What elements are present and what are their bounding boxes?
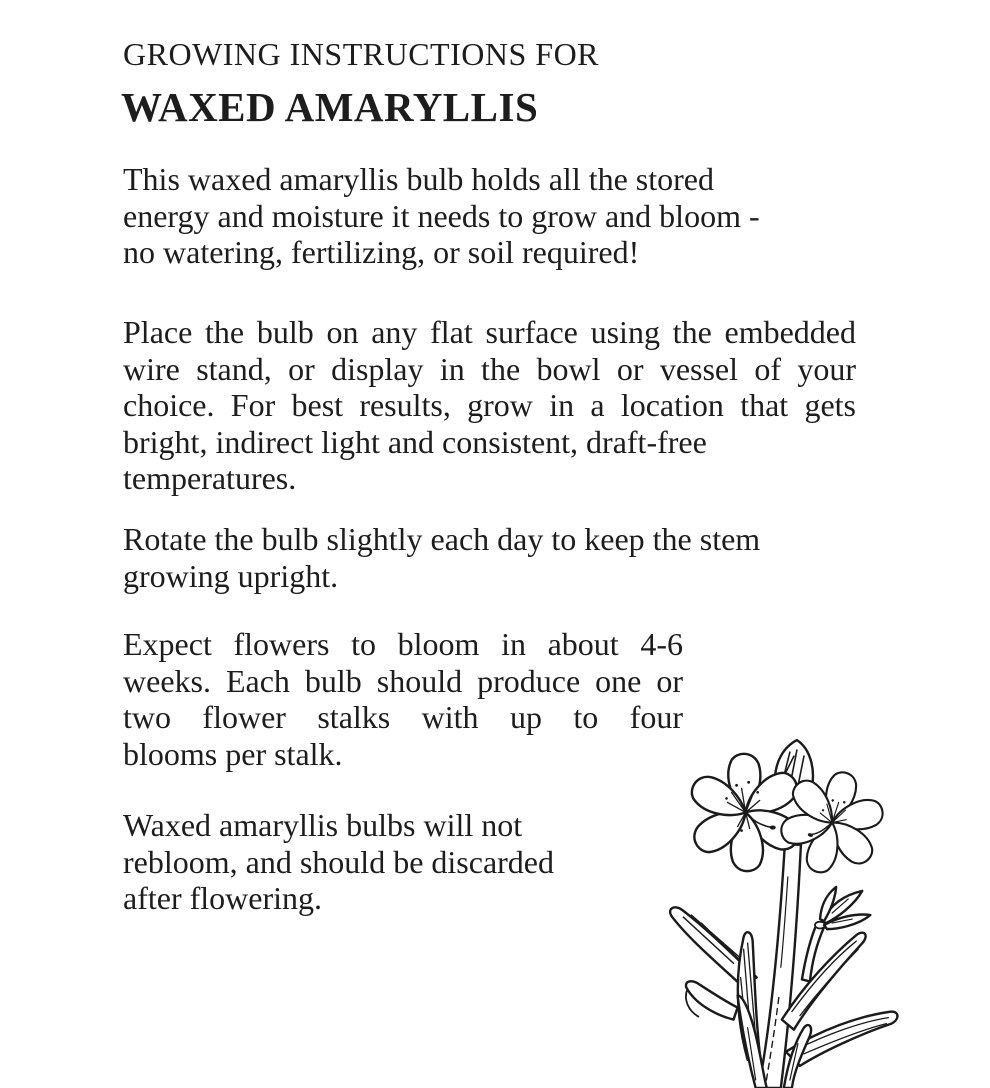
text-line: Place the bulb on any flat surface using the embedded (123, 314, 856, 350)
text-line: rebloom, and should be discarded (123, 843, 554, 880)
text-line: growing upright. (123, 557, 339, 594)
text-line: two flower stalks with up to four (123, 699, 683, 735)
text-line: weeks. Each bulb should produce one or (123, 662, 683, 699)
text-line: after flowering. (123, 880, 323, 916)
paragraph-placement (123, 314, 856, 497)
text-line: Rotate the bulb slightly each day to keep the stem (123, 521, 761, 557)
page-title: WAXED AMARYLLIS (121, 84, 539, 130)
paragraph-discard (123, 807, 663, 917)
text-line: energy and moisture it needs to grow and bloom - (123, 197, 760, 234)
text-line: temperatures. (123, 460, 297, 496)
paragraph-bloom-time (123, 626, 683, 772)
text-line: bright, indirect light and consistent, draft-free (123, 423, 707, 460)
paragraph-rotate (123, 521, 863, 594)
paragraph-intro (123, 161, 863, 271)
text-line: wire stand, or display in the bowl or vessel of your (123, 350, 856, 387)
amaryllis-illustration (663, 726, 965, 1088)
text-line: Waxed amaryllis bulbs will not (123, 807, 523, 843)
eyebrow-heading: GROWING INSTRUCTIONS FOR (123, 36, 600, 72)
text-line: blooms per stalk. (123, 735, 343, 772)
text-line: no watering, fertilizing, or soil required! (123, 234, 640, 270)
text-line: choice. For best results, grow in a location that gets (123, 387, 856, 423)
text-line: Expect flowers to bloom in about 4-6 (123, 626, 683, 662)
text-line: This waxed amaryllis bulb holds all the stored (123, 161, 714, 197)
